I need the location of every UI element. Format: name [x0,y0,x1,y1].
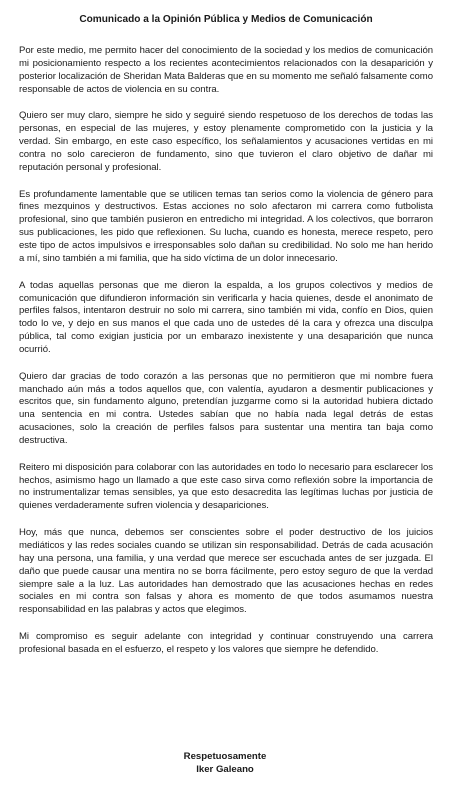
paragraph-1: Por este medio, me permito hacer del conocimiento de la sociedad y los medios de comunicación mi posicionamiento respecto a los recientes acontecimientos relacionados con la desaparición y posterior localización de Sheridan Mata Balderas que en su momento me señaló falsamente como responsable de actos de violencia en su contra. [19,45,433,95]
signature-name: Iker Galeano [196,763,254,775]
paragraph-3: Es profundamente lamentable que se utilicen temas tan serios como la violencia de género para fines mezquinos y destructivos. Estas acciones no solo afectaron mi carrera como futbolista profesional, sino que también pusieron en entredicho mi integridad. A los colectivos, que borraron sus publicaciones, les pido que reflexionen. Su lucha, cuando es honesta, merece respeto, pero este tipo de actos impulsivos e irresponsables solo dañan su credibilidad. No solo me han herido a mí, sino también a mi familia, que ha sido víctima de un dolor innecesario. [19,188,433,264]
document-title: Comunicado a la Opinión Pública y Medios de Comunicación [79,14,373,25]
paragraph-6: Reitero mi disposición para colaborar con las autoridades en todo lo necesario para esclarecer los hechos, asimismo hago un llamado a que este caso sirva como reflexión sobre la importancia de no instrumentalizar temas sensibles, ya que esto desacredita las legítimas luchas por justicia de quienes verdaderamente sufren violencia y desapariciones. [19,461,433,512]
paragraph-2: Quiero ser muy claro, siempre he sido y seguiré siendo respetuoso de los derechos de todas las personas, en especial de las mujeres, y estoy plenamente comprometido con la justicia y la verdad. Sin embargo, en este caso específico, los señalamientos y acusaciones vertidas en mi contra no solo carecieron de fundamento, sino que tuvieron el claro objetivo de dañar mi reputación personal y profesional. [19,110,433,173]
paragraph-5: Quiero dar gracias de todo corazón a las personas que no permitieron que mi nombre fuera manchado aún más a todos aquellos que, con valentía, ayudaron a desmentir publicaciones y escritos que, sin fundamento alguno, pretendían juzgarme como si la autoridad hubiera dictado una sentencia en mi contra. Ustedes sabían que no había nada legal detrás de estas acusaciones, solo la creación de perfiles falsos para sustentar una mentira tan baja como destructiva. [19,370,433,446]
paragraph-4: A todas aquellas personas que me dieron la espalda, a los grupos colectivos y medios de comunicación que difundieron información sin verificarla y hacia quienes, desde el anonimato de perfiles falsos, intentaron destruir no solo mi carrera, sino también mi vida, confío en Dios, quien todo lo ve, y dejo en sus manos el que cada uno de ustedes dé la cara y ofrezca una disculpa pública, tal como exigian justicia por un embarazo inexistente y una desaparición que nunca ocurrió. [19,279,433,355]
closing-salutation: Respetuosamente [183,751,267,762]
paragraph-8: Mi compromiso es seguir adelante con integridad y continuar construyendo una carrera profesional basada en el esfuerzo, el respeto y los valores que siempre he defendido. [19,631,433,655]
paragraph-7: Hoy, más que nunca, debemos ser conscientes sobre el poder destructivo de los juicios mediáticos y las redes sociales cuando se utilizan sin responsabilidad. Detrás de cada acusación hay una persona, una familia, y una verdad que merece ser escuchada antes de ser juzgada. El daño que puede causar una mentira no se borra fácilmente, pero estoy seguro de que la verdad siempre sale a la luz. Las autoridades han demostrado que las acusaciones hechas en redes sociales en mi contra son falsas y ahora es momento de que todos asumamos nuestra responsabilidad en las palabras y actos que elegimos. [19,527,433,616]
signature-block [0,751,450,776]
